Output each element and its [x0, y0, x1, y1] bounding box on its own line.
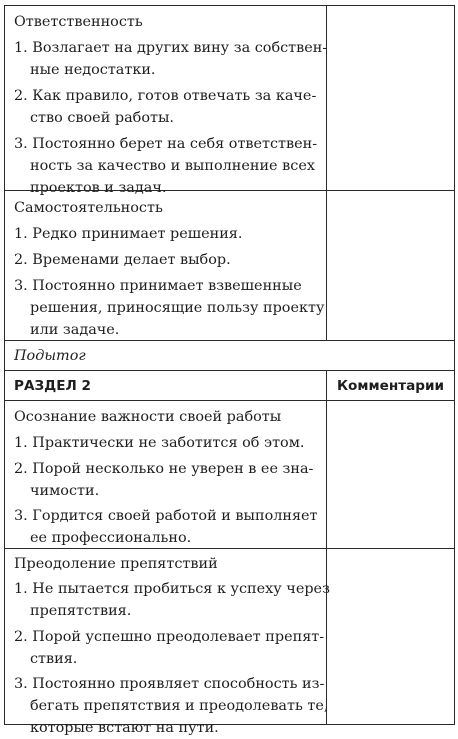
- option-line: проектов и задач.: [30, 180, 167, 196]
- evaluation-table: [4, 5, 455, 736]
- table-row-obstacles: [5, 549, 454, 736]
- option-line: 3. Постоянно проявляет способность из-: [14, 676, 325, 692]
- option-line: 1. Возлагает на других вину за собствен-: [14, 40, 328, 56]
- comment-cell[interactable]: [327, 549, 454, 724]
- criterion-title: Преодоление препятствий: [14, 556, 218, 572]
- option-line: 1. Редко принимает решения.: [14, 226, 243, 242]
- option-line: которые встают на пути.: [30, 720, 219, 736]
- option-line: ее профессионально.: [30, 530, 192, 546]
- criterion-cell: [5, 6, 328, 196]
- comment-cell[interactable]: [327, 6, 454, 190]
- option-line: ность за качество и выполнение всех: [30, 158, 315, 174]
- option-line: 2. Как правило, готов отвечать за каче-: [14, 88, 317, 104]
- criterion-cell: [5, 191, 327, 340]
- comments-header: Комментарии: [336, 378, 445, 394]
- option-line: 3. Гордится своей работой и выполняет: [14, 508, 318, 524]
- option-line: 2. Порой успешно преодолевает препят-: [14, 629, 325, 645]
- section-header-cell: [5, 371, 327, 400]
- option-line: или задаче.: [30, 322, 120, 338]
- table-row-importance: [5, 401, 454, 549]
- table-row-responsibility: [5, 6, 454, 196]
- option-line: бегать препятствия и преодолевать те,: [30, 698, 329, 714]
- option-line: препятствия.: [30, 603, 132, 619]
- criterion-cell: [5, 549, 330, 736]
- subtotal-cell: [5, 341, 454, 370]
- section-title: РАЗДЕЛ 2: [14, 378, 92, 394]
- option-line: решения, приносящие пользу проекту: [30, 300, 325, 316]
- table-row-subtotal: [5, 341, 454, 371]
- option-line: 2. Порой несколько не уверен в ее зна-: [14, 461, 314, 477]
- criterion-title: Самостоятельность: [14, 200, 163, 216]
- comments-header-cell: [327, 371, 454, 400]
- criterion-cell: [5, 401, 327, 548]
- criterion-title: Ответственность: [14, 14, 143, 30]
- option-line: чимости.: [30, 483, 100, 499]
- option-line: 3. Постоянно принимает взвешенные: [14, 278, 302, 294]
- comment-cell[interactable]: [327, 401, 454, 548]
- option-line: ство своей работы.: [30, 110, 174, 126]
- option-line: ствия.: [30, 651, 78, 667]
- table-row-section-header: [5, 371, 454, 401]
- option-line: 1. Не пытается пробиться к успеху через: [14, 581, 330, 597]
- table-row-independence: [5, 191, 454, 341]
- option-line: 1. Практически не заботится об этом.: [14, 435, 305, 451]
- option-line: ные недостатки.: [30, 62, 156, 78]
- comment-cell[interactable]: [327, 191, 454, 340]
- option-line: 3. Постоянно берет на себя ответствен-: [14, 136, 318, 152]
- subtotal-label: Подытог: [14, 348, 86, 364]
- option-line: 2. Временами делает выбор.: [14, 252, 231, 268]
- criterion-title: Осознание важности своей работы: [14, 409, 282, 425]
